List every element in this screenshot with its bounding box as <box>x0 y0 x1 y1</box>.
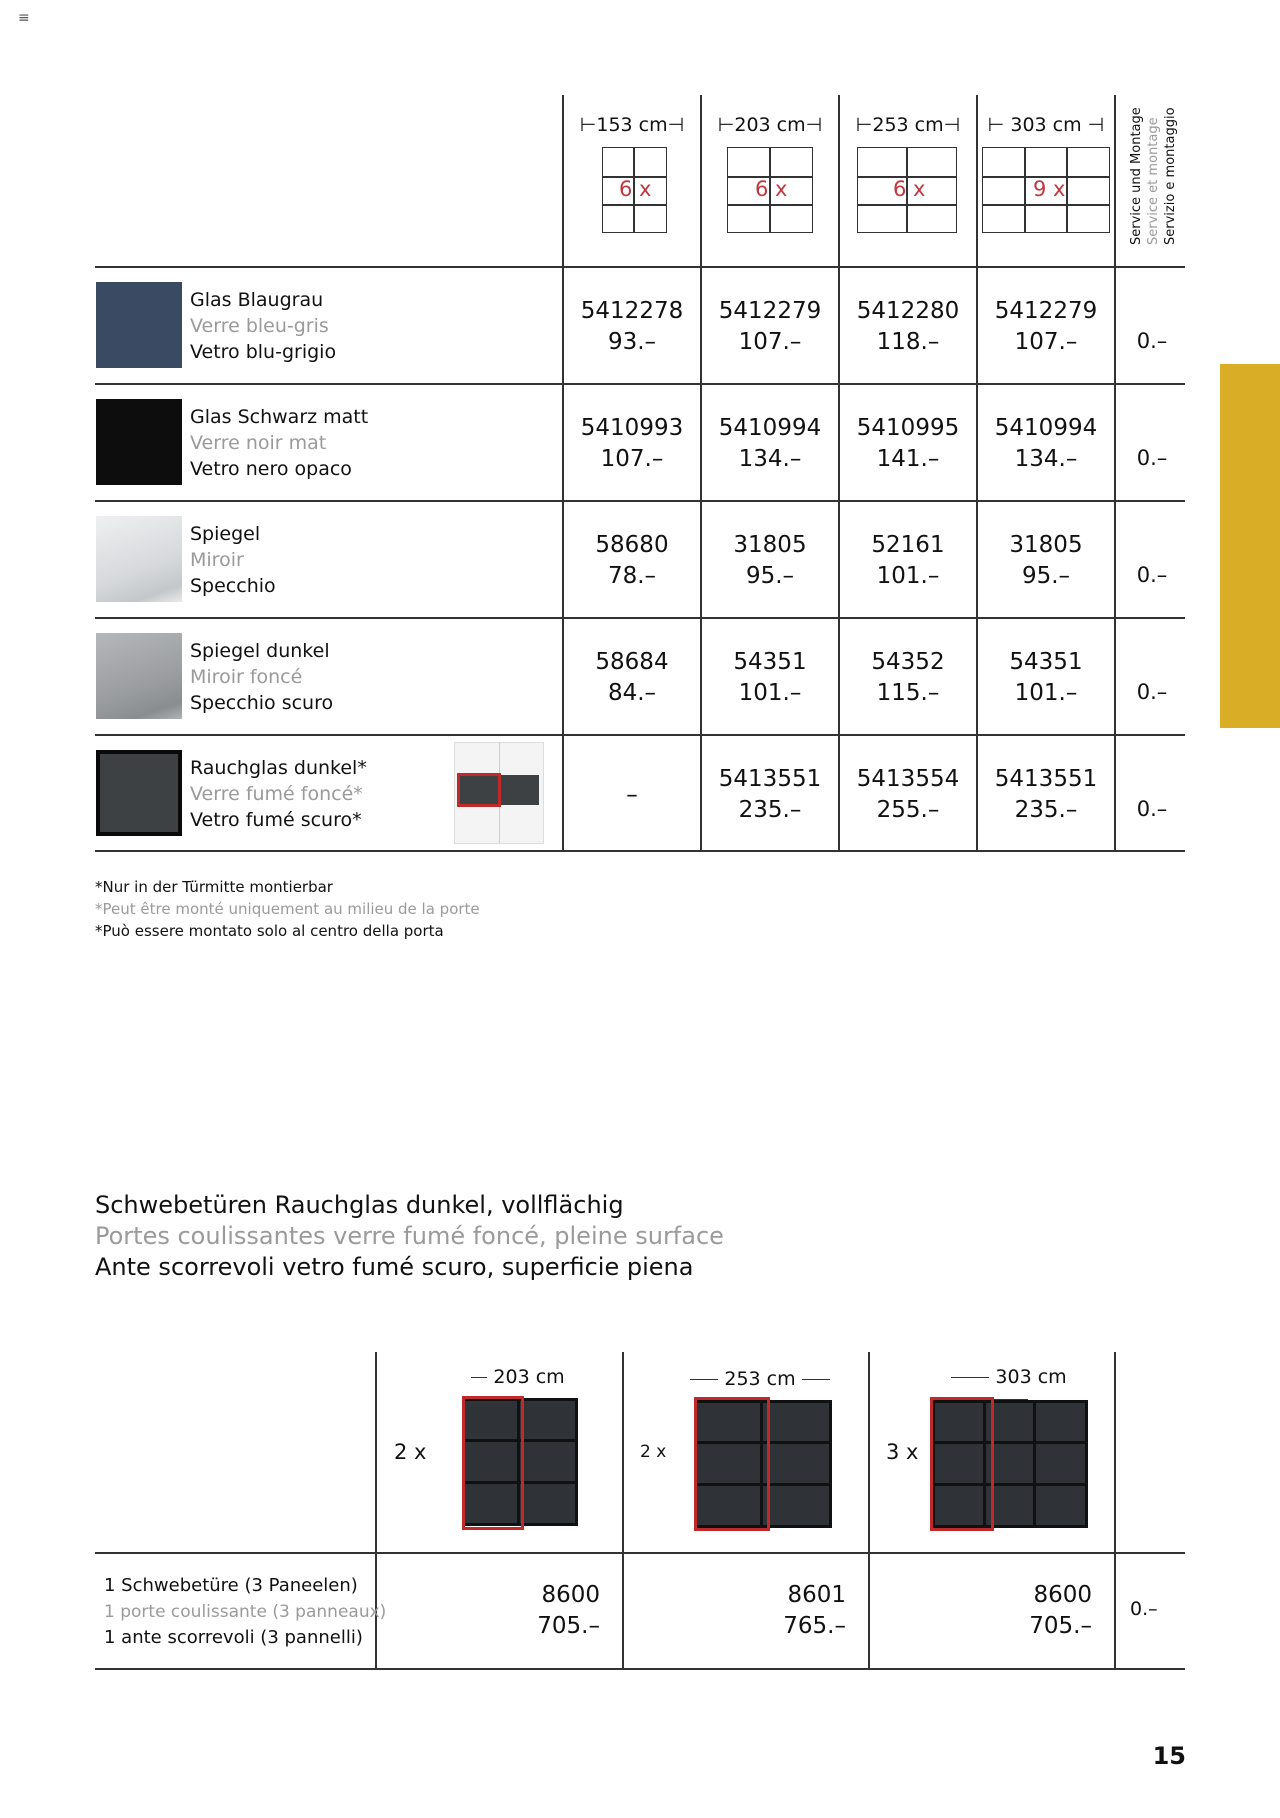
service-header-it: Servizio e montaggio <box>1163 107 1178 245</box>
row-label-de: 1 Schwebetüre (3 Paneelen) <box>104 1575 358 1596</box>
row-label-fr: Miroir <box>190 549 244 571</box>
dimension-value: 253 cm <box>724 1368 796 1390</box>
price: 141.– <box>876 446 940 472</box>
article-code: 5410994 <box>994 415 1098 441</box>
price: 78.– <box>607 563 657 589</box>
price: 107.– <box>600 446 664 472</box>
page-number: 15 <box>1152 1742 1186 1770</box>
row-label-it: 1 ante scorrevoli (3 pannelli) <box>104 1627 363 1648</box>
col-dimension-203: ⊢203 cm⊣ <box>717 114 823 136</box>
accent-tab <box>1220 364 1280 728</box>
article-code: 5413551 <box>718 766 822 792</box>
price: 101.– <box>876 563 940 589</box>
wardrobe-thumbnail <box>454 742 544 844</box>
row-label-it: Vetro blu-grigio <box>190 341 337 363</box>
price: 101.– <box>1014 680 1078 706</box>
article-code: 5410995 <box>856 415 960 441</box>
row-label-fr: 1 porte coulissante (3 panneaux) <box>104 1602 387 1622</box>
price: 115.– <box>876 680 940 706</box>
panel-count: 6 x <box>755 177 788 201</box>
price: 235.– <box>1014 797 1078 823</box>
service-header <box>1128 105 1179 245</box>
service-header-de: Service und Montage <box>1129 107 1144 245</box>
section-title <box>95 1190 724 1283</box>
service-price: 0.– <box>1136 446 1168 470</box>
row-label-it: Vetro fumé scuro* <box>190 809 362 831</box>
row-label-de: Spiegel dunkel <box>190 640 330 662</box>
color-swatch-rauchglas <box>96 750 182 836</box>
row-label-de: Spiegel <box>190 523 261 545</box>
dimension-value: 203 cm <box>493 1366 565 1388</box>
article-code: 54352 <box>871 649 945 675</box>
col-dimension-153: ⊢153 cm⊣ <box>579 114 685 136</box>
price: 134.– <box>1014 446 1078 472</box>
row-label-it: Specchio <box>190 575 276 597</box>
color-swatch-blaugrau <box>96 282 182 368</box>
article-code: 31805 <box>1009 532 1083 558</box>
row-label-de: Glas Blaugrau <box>190 289 324 311</box>
row-label-it: Vetro nero opaco <box>190 458 352 480</box>
row-label-fr: Verre bleu-gris <box>190 315 329 337</box>
article-code: 31805 <box>733 532 807 558</box>
service-price: 0.– <box>1136 563 1168 587</box>
article-code: 58684 <box>595 649 669 675</box>
row-label-de: Glas Schwarz matt <box>190 406 369 428</box>
article-code: 5410993 <box>580 415 684 441</box>
article-code: 8600 <box>1033 1582 1092 1608</box>
door-count: 2 x <box>394 1440 427 1464</box>
price: 255.– <box>876 797 940 823</box>
door-count: 3 x <box>886 1440 919 1464</box>
color-swatch-spiegel <box>96 516 182 602</box>
price: 95.– <box>745 563 795 589</box>
price: 705.– <box>1029 1613 1092 1639</box>
footnote-fr: *Peut être monté uniquement au milieu de la porte <box>95 900 480 918</box>
article-code: 5412278 <box>580 298 684 324</box>
price: 84.– <box>607 680 657 706</box>
row-label-it: Specchio scuro <box>190 692 334 714</box>
price: 118.– <box>876 329 940 355</box>
article-code: 5413554 <box>856 766 960 792</box>
article-code: 5412279 <box>718 298 822 324</box>
article-code: 54351 <box>733 649 807 675</box>
panel-count: 9 x <box>1033 177 1066 201</box>
footnote-de: *Nur in der Türmitte montierbar <box>95 878 333 896</box>
footnotes <box>95 876 480 942</box>
price: 107.– <box>1014 329 1078 355</box>
color-swatch-spiegel-dunkel <box>96 633 182 719</box>
article-code: 5412280 <box>856 298 960 324</box>
price: 705.– <box>537 1613 600 1639</box>
panel-count: 6 x <box>619 177 652 201</box>
service-price: 0.– <box>1136 680 1168 704</box>
section-title-it: Ante scorrevoli vetro fumé scuro, superficie piena <box>95 1253 694 1281</box>
highlight-frame <box>462 1396 524 1530</box>
col-dimension-253: ⊢253 cm⊣ <box>855 114 961 136</box>
price: 101.– <box>738 680 802 706</box>
service-price: 0.– <box>1136 329 1168 353</box>
price: 765.– <box>783 1613 846 1639</box>
col-dimension-303: ⊢ 303 cm ⊣ <box>987 114 1105 136</box>
door-count: 2 x <box>640 1442 667 1462</box>
row-label-fr: Verre noir mat <box>190 432 327 454</box>
price: 93.– <box>607 329 657 355</box>
section-title-de: Schwebetüren Rauchglas dunkel, vollflächig <box>95 1191 624 1219</box>
article-code: 58680 <box>595 532 669 558</box>
article-code: 8600 <box>541 1582 600 1608</box>
article-code: 54351 <box>1009 649 1083 675</box>
article-code: 8601 <box>787 1582 846 1608</box>
article-code: 5410994 <box>718 415 822 441</box>
service-header-fr: Service et montage <box>1146 117 1161 245</box>
highlight-frame <box>694 1397 770 1531</box>
color-swatch-schwarz <box>96 399 182 485</box>
price: 107.– <box>738 329 802 355</box>
article-code: 5412279 <box>994 298 1098 324</box>
dimension-label <box>690 1368 830 1390</box>
row-label-fr: Verre fumé foncé* <box>190 783 363 805</box>
price: 235.– <box>738 797 802 823</box>
row-label-de: Rauchglas dunkel* <box>190 757 367 779</box>
price: 134.– <box>738 446 802 472</box>
panel-count: 6 x <box>893 177 926 201</box>
dimension-value: 303 cm <box>995 1366 1067 1388</box>
article-code: – <box>626 782 638 808</box>
highlight-frame <box>930 1397 994 1531</box>
service-price: 0.– <box>1130 1598 1158 1620</box>
price: 95.– <box>1021 563 1071 589</box>
service-price: 0.– <box>1136 797 1168 821</box>
footnote-it: *Può essere montato solo al centro della porta <box>95 922 444 940</box>
row-label-fr: Miroir foncé <box>190 666 303 688</box>
article-code: 5413551 <box>994 766 1098 792</box>
page-mark: ≡ <box>18 10 30 26</box>
section-title-fr: Portes coulissantes verre fumé foncé, pleine surface <box>95 1222 724 1250</box>
article-code: 52161 <box>871 532 945 558</box>
